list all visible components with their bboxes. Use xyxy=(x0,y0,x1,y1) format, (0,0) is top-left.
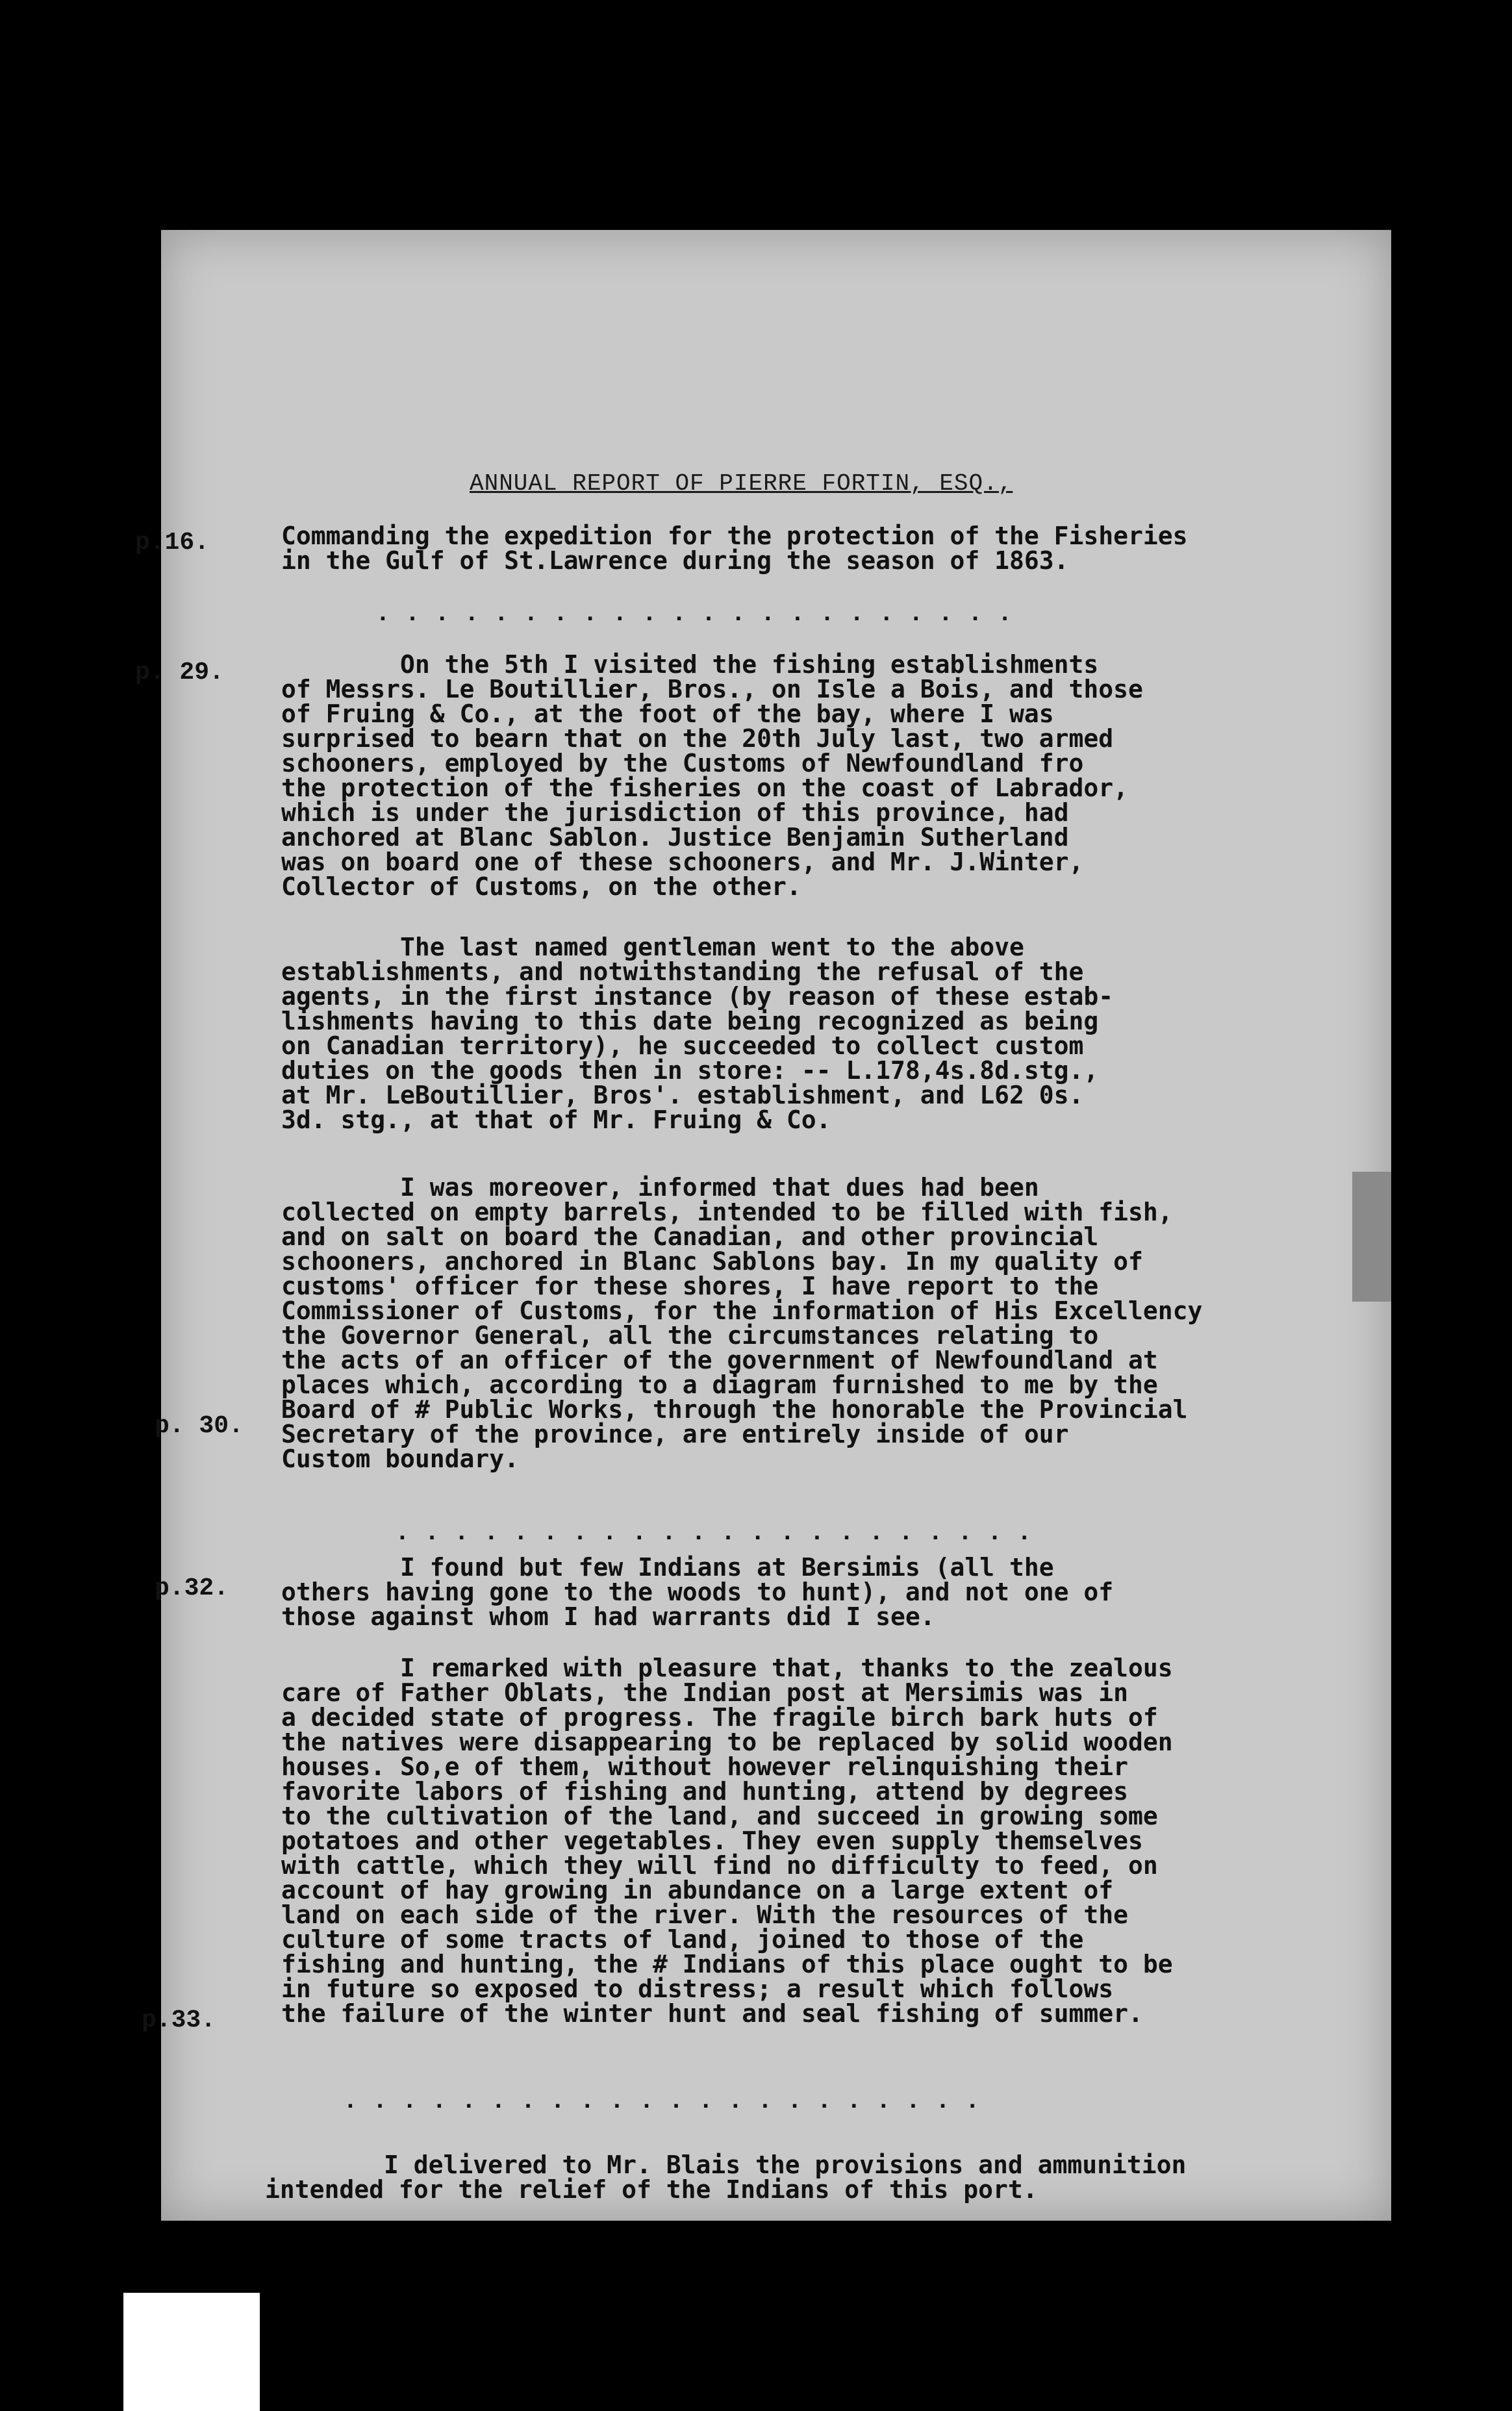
page-ref-30: p. 30. xyxy=(155,1412,244,1440)
separator-dots: . . . . . . . . . . . . . . . . . . . . . . xyxy=(343,2088,980,2115)
page-ref-32: p.32. xyxy=(155,1574,229,1602)
white-label-tab xyxy=(123,2293,260,2411)
separator-dots: . . . . . . . . . . . . . . . . . . . . . . xyxy=(395,1519,1032,1547)
paragraph-5: I remarked with pleasure that, thanks to the zealous care of Father Oblats, the Indian post at Mersimis was in a decided state of progress. The fragile birch bark huts of the natives were disappearing to be replaced by solid wooden houses. So,e of them, without however relinquishing their favorite labors of fishing and hunting, attend by degrees to the cultivation of the land, and succeed in growing some potatoes and other vegetables. They even supply themselves with cattle, which they will find no difficulty to feed, on account of hay growing in abundance on a large extent of land on each side of the river. With the resources of the culture of some tracts of land, joined to those of the fishing and hunting, the # Indians of this place ought to be in future so exposed to distress; a result which follows the failure of the winter hunt and seal fishing of summer. xyxy=(281,1654,1173,2028)
page-ref-33: p.33. xyxy=(142,2006,216,2034)
subtitle-paragraph: Commanding the expedition for the protection of the Fisheries in the Gulf of St.Lawrence during the season of 1863. xyxy=(281,522,1188,575)
paragraph-6: I delivered to Mr. Blais the provisions and ammunition intended for the relief of the Indians of this port. xyxy=(265,2151,1187,2204)
paragraph-2: The last named gentleman went to the above establishments, and notwithstanding the refusal of the agents, in the first instance (by reason of these estab- lishments having to this date being recognized as being on Canadian territory), he succeeded to collect custom duties on the goods then in store: -- L.178,4s.8d.stg., at Mr. LeBoutillier, Bros'. establishment, and L62 0s. 3d. stg., at that of Mr. Fruing & Co. xyxy=(281,933,1114,1134)
page-ref-16: p.16. xyxy=(135,529,210,557)
page-title: ANNUAL REPORT OF PIERRE FORTIN, ESQ., xyxy=(470,470,1013,497)
document-page xyxy=(135,230,1391,2221)
paragraph-4: I found but few Indians at Bersimis (all the others having gone to the woods to hunt), and not one of those against whom I had warrants did I see. xyxy=(281,1553,1114,1631)
paragraph-3: I was moreover, informed that dues had been collected on empty barrels, intended to be filled with fish, and on salt on board the Canadian, and other provincial schooners, anchored in Blanc Sablons bay. In my quality of customs' officer for these shores, I have report to the Commissioner of Customs, for the information of His Excellency the Governor General, all the circumstances relating to the acts of an officer of the government of Newfoundland at places which, according to a diagram furnished to me by the Board of # Public Works, through the honorable the Provincial Secretary of the province, are entirely inside of our Custom boundary. xyxy=(281,1173,1203,1473)
paragraph-1: On the 5th I visited the fishing establishments of Messrs. Le Boutillier, Bros., on Isle a Bois, and those of Fruing & Co., at the foot of the bay, where I was surprised to bearn that on the 20th July last, two armed schooners, employed by the Customs of Newfoundland fro the protection of the fisheries on the coast of Labrador, which is under the jurisdiction of this province, had anchored at Blanc Sablon. Justice Benjamin Sutherland was on board one of these schooners, and Mr. J.Winter, Collector of Customs, on the other. xyxy=(281,650,1143,901)
page-ref-29: p. 29. xyxy=(135,659,224,687)
separator-dots: . . . . . . . . . . . . . . . . . . . . . . xyxy=(375,600,1013,628)
